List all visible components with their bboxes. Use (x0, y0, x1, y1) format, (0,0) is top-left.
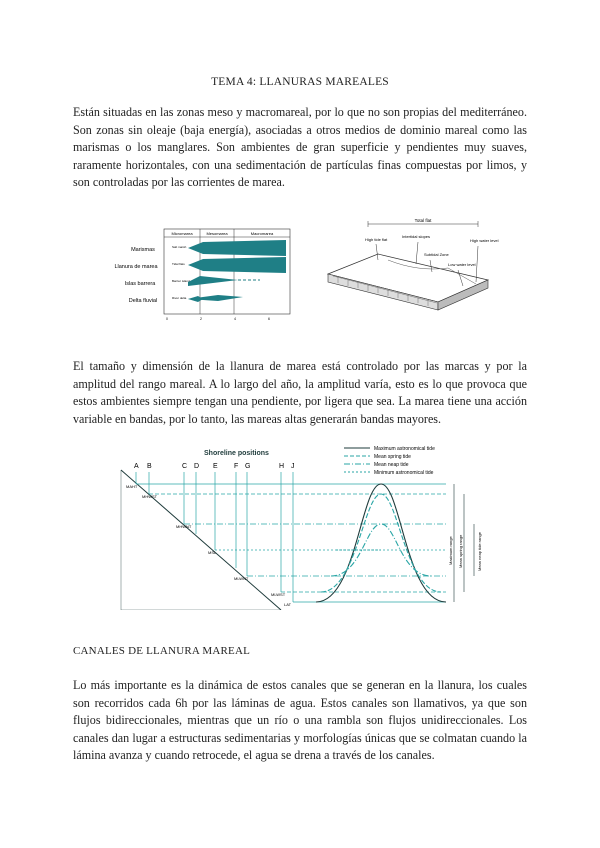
letter-d: D (194, 463, 200, 470)
level-msl: MSL (208, 550, 217, 555)
level-mlwnt: MLWNT (234, 576, 249, 581)
intro-paragraph: Están situadas en las zonas meso y macromareal, por lo que no son propias del mediterráneo. Son zonas sin oleaje (baja energía), asociadas a otros medios de dominio mareal como las marismas o los manglares. Son ambientes de gran superficie y pendientes muy suaves, raramente horizontales, con una sedimentación de partículas finas compuestas por limos, y son controladas por las corrientes de marea. (73, 105, 527, 190)
tick-6: 6 (268, 317, 270, 321)
band-llanura (188, 257, 286, 273)
row-label-delta: Delta fluvial (128, 298, 158, 304)
label-low-water: Low water level (448, 262, 476, 267)
col-macro: Macromarea (250, 231, 274, 236)
row-tag-1: Tidal flats (172, 262, 185, 266)
level-mhwnt: MHWNT (176, 524, 192, 529)
row-tag-0: Salt marsh (172, 245, 187, 249)
section-heading-canales: CANALES DE LLANURA MAREAL (73, 645, 251, 657)
range-neap: Mean neap tide range (477, 532, 482, 571)
level-mlwst: MLWST (271, 592, 286, 597)
range-max: Maximum range (448, 536, 453, 565)
legend-mean-neap: Mean neap tide (374, 462, 409, 468)
tidal-range-paragraph: El tamaño y dimensión de la llanura de marea está controlado por las marcas y por la amplitud del rango mareal. A lo largo del año, la amplitud varía, esto es lo que provoca que estos ambientes siempre tengan una pendiente, por ligera que sea. La marea tiene una acción variable en bandas, por lo tanto, las mareas altas generarán bandas mayores. (73, 359, 527, 426)
letter-j: J (291, 463, 295, 470)
legend-max-astro: Maximum astronomical tide (374, 446, 435, 452)
col-meso: Mesomarea (206, 231, 228, 236)
label-shoreline-positions: Shoreline positions (204, 450, 269, 457)
col-micro: Micromarea (171, 231, 193, 236)
legend-mean-spring: Mean spring tide (374, 454, 411, 460)
label-total-flat: Total flat (414, 218, 432, 223)
page-title: TEMA 4: LLANURAS MAREALES (211, 76, 389, 88)
level-maht: MAHT (126, 484, 138, 489)
letter-e: E (213, 463, 218, 470)
row-label-marismas: Marismas (131, 247, 155, 253)
level-lat: LAT (284, 602, 292, 607)
letter-b: B (147, 463, 152, 470)
tidal-range-environments-figure (88, 226, 293, 326)
row-tag-2: Barrier island (172, 279, 190, 283)
band-islas (188, 276, 238, 286)
label-subtidal: Subtidal Zone (424, 252, 449, 257)
tick-4: 4 (234, 317, 236, 321)
tick-0: 0 (166, 317, 168, 321)
range-spring: Mean spring range (458, 534, 463, 568)
shoreline-positions-figure (116, 440, 484, 610)
row-label-llanura: Llanura de marea (114, 264, 158, 270)
legend-min-astro: Minimum astronomical tide (374, 470, 434, 476)
label-intertidal: Intertidal slopes (402, 234, 431, 239)
letter-h: H (279, 463, 285, 470)
band-marismas (188, 240, 286, 256)
tick-2: 2 (200, 317, 202, 321)
letter-g: G (245, 463, 251, 470)
letter-a: A (134, 463, 139, 470)
label-high-tide-flat: High tide flat (365, 237, 388, 242)
tidal-flat-block-diagram (318, 216, 500, 312)
letter-c: C (182, 463, 188, 470)
label-high-water: High water level (470, 238, 499, 243)
row-label-islas: Islas barrera (124, 281, 156, 287)
level-mhwst: MHWST (142, 494, 158, 499)
canales-paragraph: Lo más importante es la dinámica de estos canales que se generan en la llanura, los cuales son recorridos cada 6h por las láminas de agua. Estos canales son llamativos, ya que son flujos bidireccionales, mientras que un río o una rambla son flujos unidireccionales. Los canales dan lugar a estructuras sedimentarias y morfologías únicas que se colmatan cuando la lámina avanza y cuando retrocede, el agua se drena a través de los canales. (73, 678, 527, 763)
letter-f: F (234, 463, 239, 470)
row-tag-3: River delta (172, 296, 187, 300)
